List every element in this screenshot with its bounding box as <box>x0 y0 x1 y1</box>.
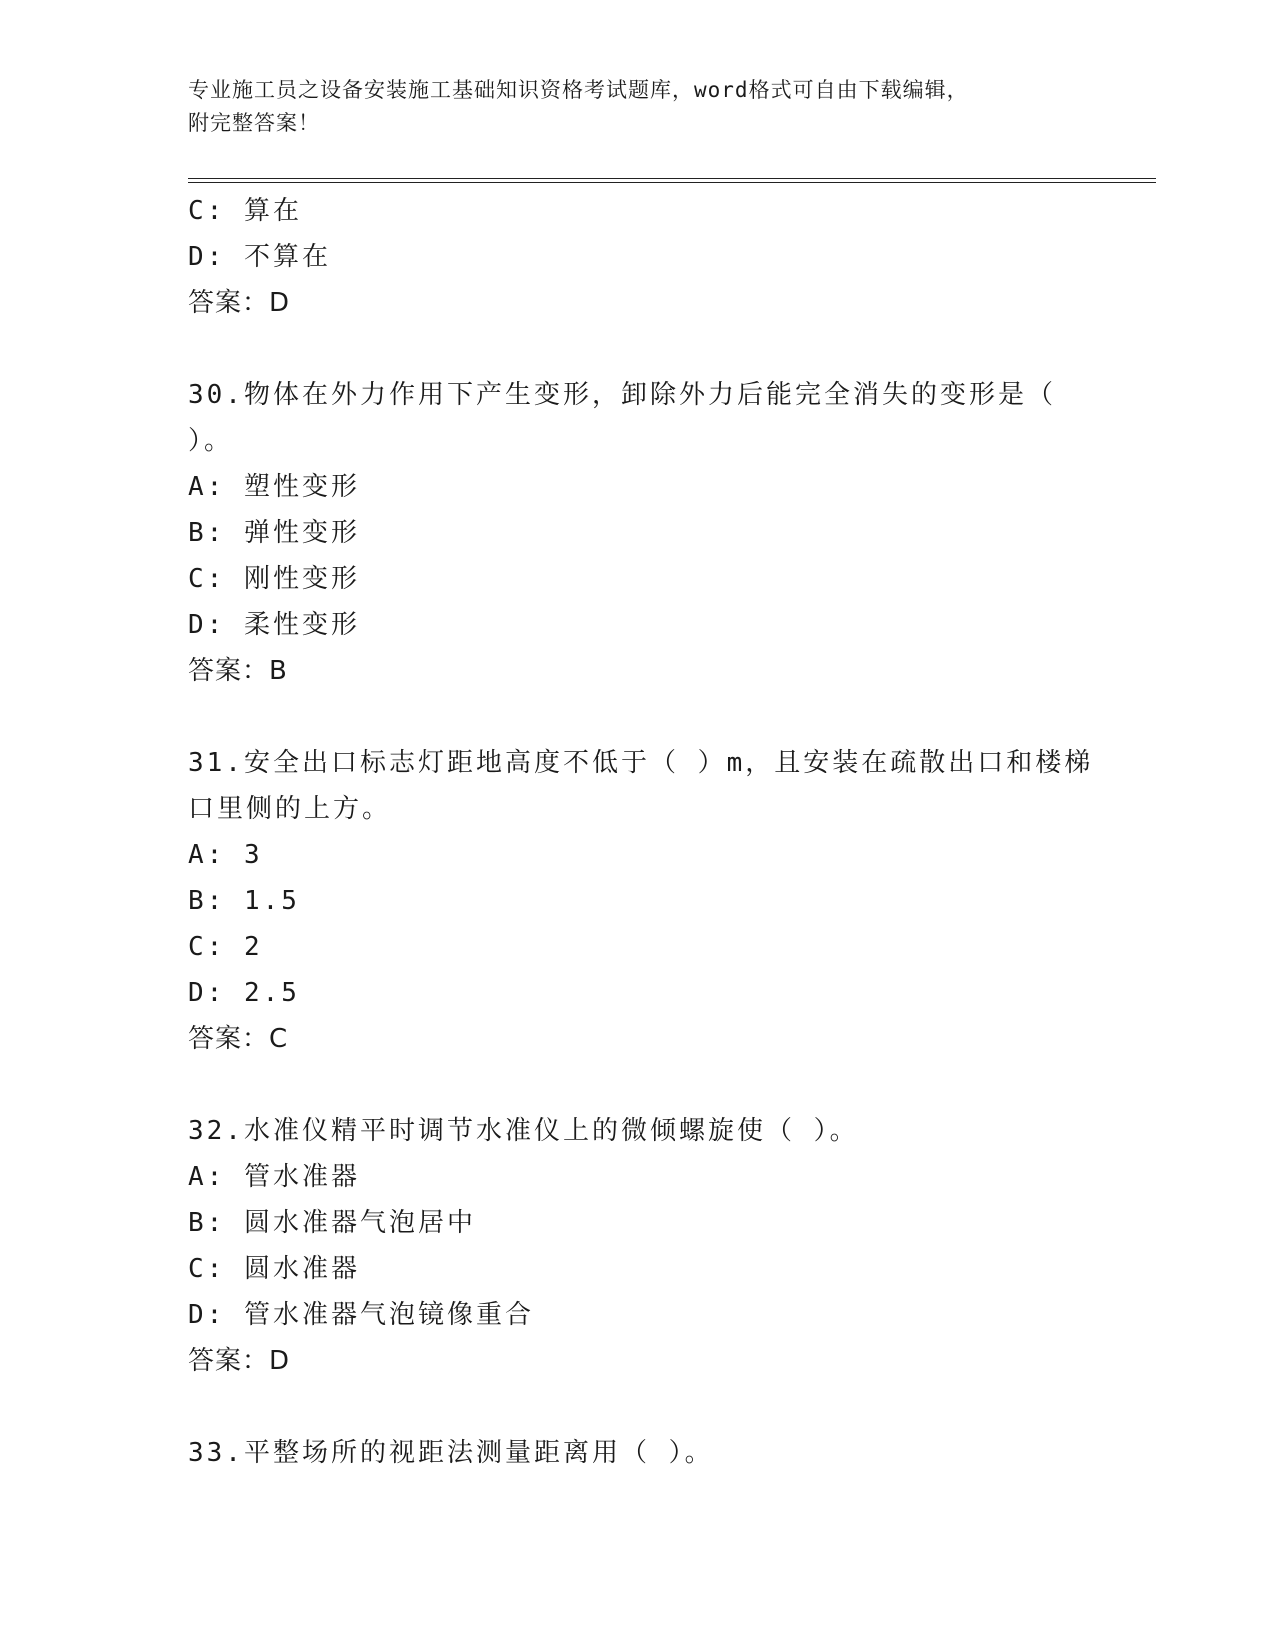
question-stem-line-1: 30.物体在外力作用下产生变形，卸除外力后能完全消失的变形是（ <box>188 380 1056 410</box>
header-title-line-2: 附完整答案！ <box>188 111 320 135</box>
question-32 <box>188 1108 1088 1384</box>
answer-line: 答案：D <box>188 288 291 318</box>
question-29-continuation <box>188 188 1088 326</box>
question-33 <box>188 1430 1088 1476</box>
spacer <box>188 326 1088 372</box>
question-31 <box>188 740 1094 1062</box>
question-stem-line-2: 口里侧的上方。 <box>188 794 392 824</box>
question-30 <box>188 372 1088 694</box>
option-a: A: 管水准器 <box>188 1162 360 1192</box>
option-c: C: 圆水准器 <box>188 1254 360 1284</box>
question-stem-line-1: 33.平整场所的视距法测量距离用（ ）。 <box>188 1438 714 1468</box>
option-a: A: 3 <box>188 840 263 870</box>
answer-line: 答案：C <box>188 1024 289 1054</box>
option-a: A: 塑性变形 <box>188 472 360 502</box>
question-stem-line-1: 32.水准仪精平时调节水准仪上的微倾螺旋使（ ）。 <box>188 1116 859 1146</box>
spacer <box>188 694 1088 740</box>
spacer <box>188 1384 1088 1430</box>
answer-line: 答案：D <box>188 1346 291 1376</box>
option-d: D: 管水准器气泡镜像重合 <box>188 1300 534 1330</box>
question-stem-line-1: 31.安全出口标志灯距地高度不低于（ ）m，且安装在疏散出口和楼梯 <box>188 748 1094 778</box>
option-c: C: 2 <box>188 932 263 962</box>
option-d: D: 2.5 <box>188 978 300 1008</box>
option-b: B: 圆水准器气泡居中 <box>188 1208 476 1238</box>
question-list <box>188 188 1094 1476</box>
option-c: C: 刚性变形 <box>188 564 360 594</box>
option-c: C: 算在 <box>188 196 302 226</box>
document-header <box>188 74 1068 140</box>
question-stem-line-2: ）。 <box>188 426 234 456</box>
spacer <box>188 1062 1088 1108</box>
option-b: B: 弹性变形 <box>188 518 360 548</box>
answer-line: 答案：B <box>188 656 288 686</box>
option-b: B: 1.5 <box>188 886 300 916</box>
header-divider <box>188 178 1156 183</box>
option-d: D: 柔性变形 <box>188 610 360 640</box>
header-title-line-1: 专业施工员之设备安装施工基础知识资格考试题库，word格式可自由下载编辑， <box>188 78 969 102</box>
option-d: D: 不算在 <box>188 242 331 272</box>
